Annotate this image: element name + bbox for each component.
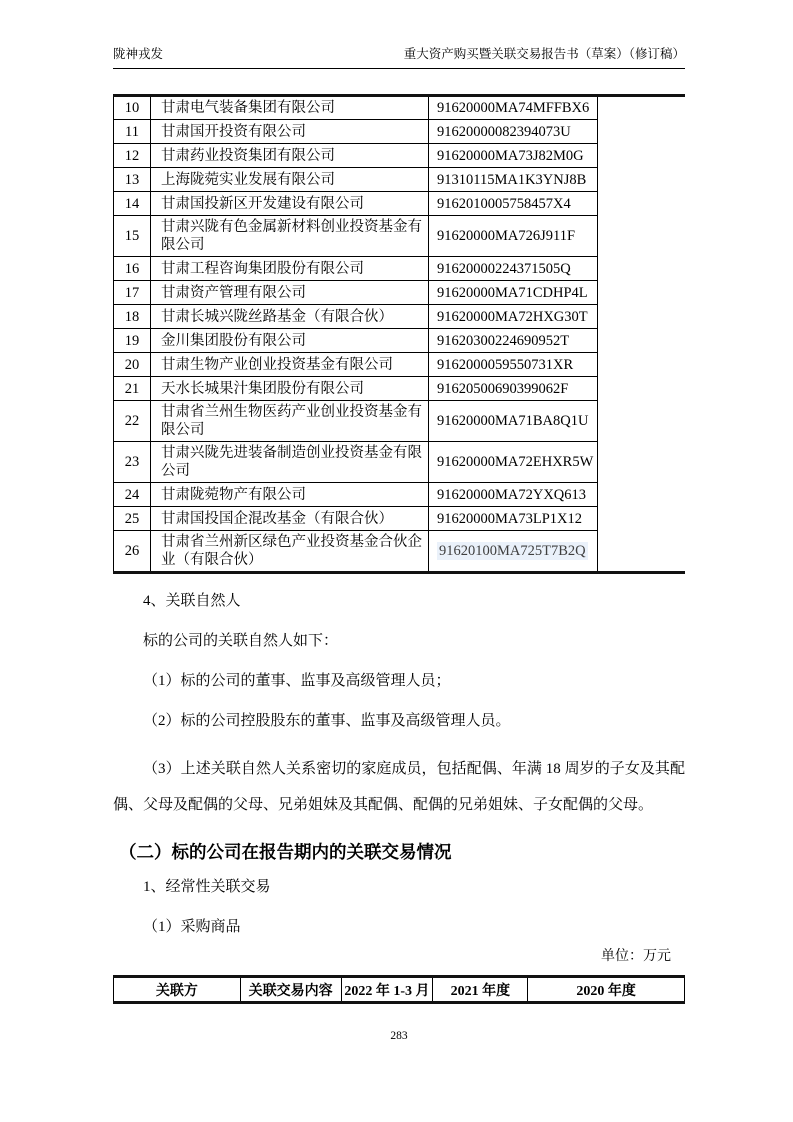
- credit-code-cell: 91620000MA71BA8Q1U: [429, 401, 598, 442]
- credit-code-cell: 91620000MA73J82M0G: [429, 144, 598, 168]
- empty-column-cell: [598, 96, 685, 573]
- header-right-title: 重大资产购买暨关联交易报告书（草案）（修订稿）: [403, 47, 685, 61]
- row-number-cell: 26: [114, 531, 151, 573]
- company-name-cell: 甘肃陇菀物产有限公司: [151, 483, 429, 507]
- company-name-cell: 甘肃工程咨询集团股份有限公司: [151, 257, 429, 281]
- section4-intro: 标的公司的关联自然人如下：: [143, 633, 339, 649]
- section2-sub1: 1、经常性关联交易: [143, 879, 271, 895]
- row-number-cell: 25: [114, 507, 151, 531]
- row-number-cell: 22: [114, 401, 151, 442]
- row-number-cell: 13: [114, 168, 151, 192]
- highlighted-credit-code: 91620100MA725T7B2Q: [439, 543, 586, 559]
- page-number: 283: [390, 1030, 408, 1042]
- row-number-cell: 15: [114, 216, 151, 257]
- company-name-cell: 天水长城果汁集团股份有限公司: [151, 377, 429, 401]
- company-name-cell: 甘肃药业投资集团有限公司: [151, 144, 429, 168]
- transactions-table: [113, 975, 685, 1004]
- row-number-cell: 16: [114, 257, 151, 281]
- credit-code-cell: 91620300224690952T: [429, 329, 598, 353]
- row-number-cell: 23: [114, 442, 151, 483]
- row-number-cell: 21: [114, 377, 151, 401]
- company-name-cell: 甘肃兴陇有色金属新材料创业投资基金有限公司: [151, 216, 429, 257]
- credit-code-cell: 91620000082394073U: [429, 120, 598, 144]
- table-row: [114, 96, 686, 120]
- header-left-title: 陇神戎发: [113, 47, 164, 61]
- company-name-cell: 上海陇菀实业发展有限公司: [151, 168, 429, 192]
- row-number-cell: 19: [114, 329, 151, 353]
- credit-code-cell: 9162000059550731XR: [429, 353, 598, 377]
- transactions-header-row: [114, 977, 685, 1003]
- company-name-cell: 甘肃省兰州生物医药产业创业投资基金有限公司: [151, 401, 429, 442]
- section4-item2: （2）标的公司控股股东的董事、监事及高级管理人员。: [143, 713, 511, 729]
- credit-code-cell: 91620000MA72YXQ613: [429, 483, 598, 507]
- row-number-cell: 17: [114, 281, 151, 305]
- credit-code-cell: 91620000MA74MFFBX6: [429, 96, 598, 120]
- company-name-cell: 甘肃生物产业创业投资基金有限公司: [151, 353, 429, 377]
- credit-code-cell: [429, 531, 598, 573]
- credit-code-cell: 91620000MA73LP1X12: [429, 507, 598, 531]
- credit-code-cell: 91620000224371505Q: [429, 257, 598, 281]
- company-name-cell: 甘肃兴陇先进装备制造创业投资基金有限公司: [151, 442, 429, 483]
- related-parties-table: [113, 94, 685, 574]
- column-header-2020: 2020 年度: [528, 977, 685, 1003]
- company-name-cell: 甘肃国投国企混改基金（有限合伙）: [151, 507, 429, 531]
- company-name-cell: 甘肃电气装备集团有限公司: [151, 96, 429, 120]
- unit-label: 单位：万元: [601, 949, 671, 964]
- company-name-cell: 甘肃省兰州新区绿色产业投资基金合伙企业（有限合伙）: [151, 531, 429, 573]
- row-number-cell: 12: [114, 144, 151, 168]
- section2-heading: （二）标的公司在报告期内的关联交易情况: [119, 842, 452, 862]
- column-header-2021: 2021 年度: [433, 977, 528, 1003]
- credit-code-cell: 91620000MA71CDHP4L: [429, 281, 598, 305]
- credit-code-cell: 9162010005758457X4: [429, 192, 598, 216]
- row-number-cell: 18: [114, 305, 151, 329]
- credit-code-cell: 91620000MA72EHXR5W: [429, 442, 598, 483]
- row-number-cell: 14: [114, 192, 151, 216]
- company-name-cell: 甘肃长城兴陇丝路基金（有限合伙）: [151, 305, 429, 329]
- credit-code-cell: 91620000MA726J911F: [429, 216, 598, 257]
- row-number-cell: 11: [114, 120, 151, 144]
- credit-code-cell: 91620500690399062F: [429, 377, 598, 401]
- credit-code-cell: 91310115MA1K3YNJ8B: [429, 168, 598, 192]
- row-number-cell: 24: [114, 483, 151, 507]
- section4-title: 4、关联自然人: [143, 593, 241, 609]
- section4-item3: （3）上述关联自然人关系密切的家庭成员，包括配偶、年满 18 周岁的子女及其配偶、父母及配偶的父母、兄弟姐妹及其配偶、配偶的兄弟姐妹、子女配偶的父母。: [113, 761, 685, 813]
- column-header-transaction-content: 关联交易内容: [240, 977, 341, 1003]
- row-number-cell: 10: [114, 96, 151, 120]
- row-number-cell: 20: [114, 353, 151, 377]
- company-name-cell: 金川集团股份有限公司: [151, 329, 429, 353]
- company-name-cell: 甘肃国投新区开发建设有限公司: [151, 192, 429, 216]
- column-header-related-party: 关联方: [114, 977, 241, 1003]
- column-header-2022: 2022 年 1-3 月: [341, 977, 433, 1003]
- credit-code-cell: 91620000MA72HXG30T: [429, 305, 598, 329]
- section4-item1: （1）标的公司的董事、监事及高级管理人员；: [143, 673, 451, 689]
- company-name-cell: 甘肃资产管理有限公司: [151, 281, 429, 305]
- running-header: [113, 46, 685, 69]
- company-name-cell: 甘肃国开投资有限公司: [151, 120, 429, 144]
- section2-sub2: （1）采购商品: [143, 919, 241, 935]
